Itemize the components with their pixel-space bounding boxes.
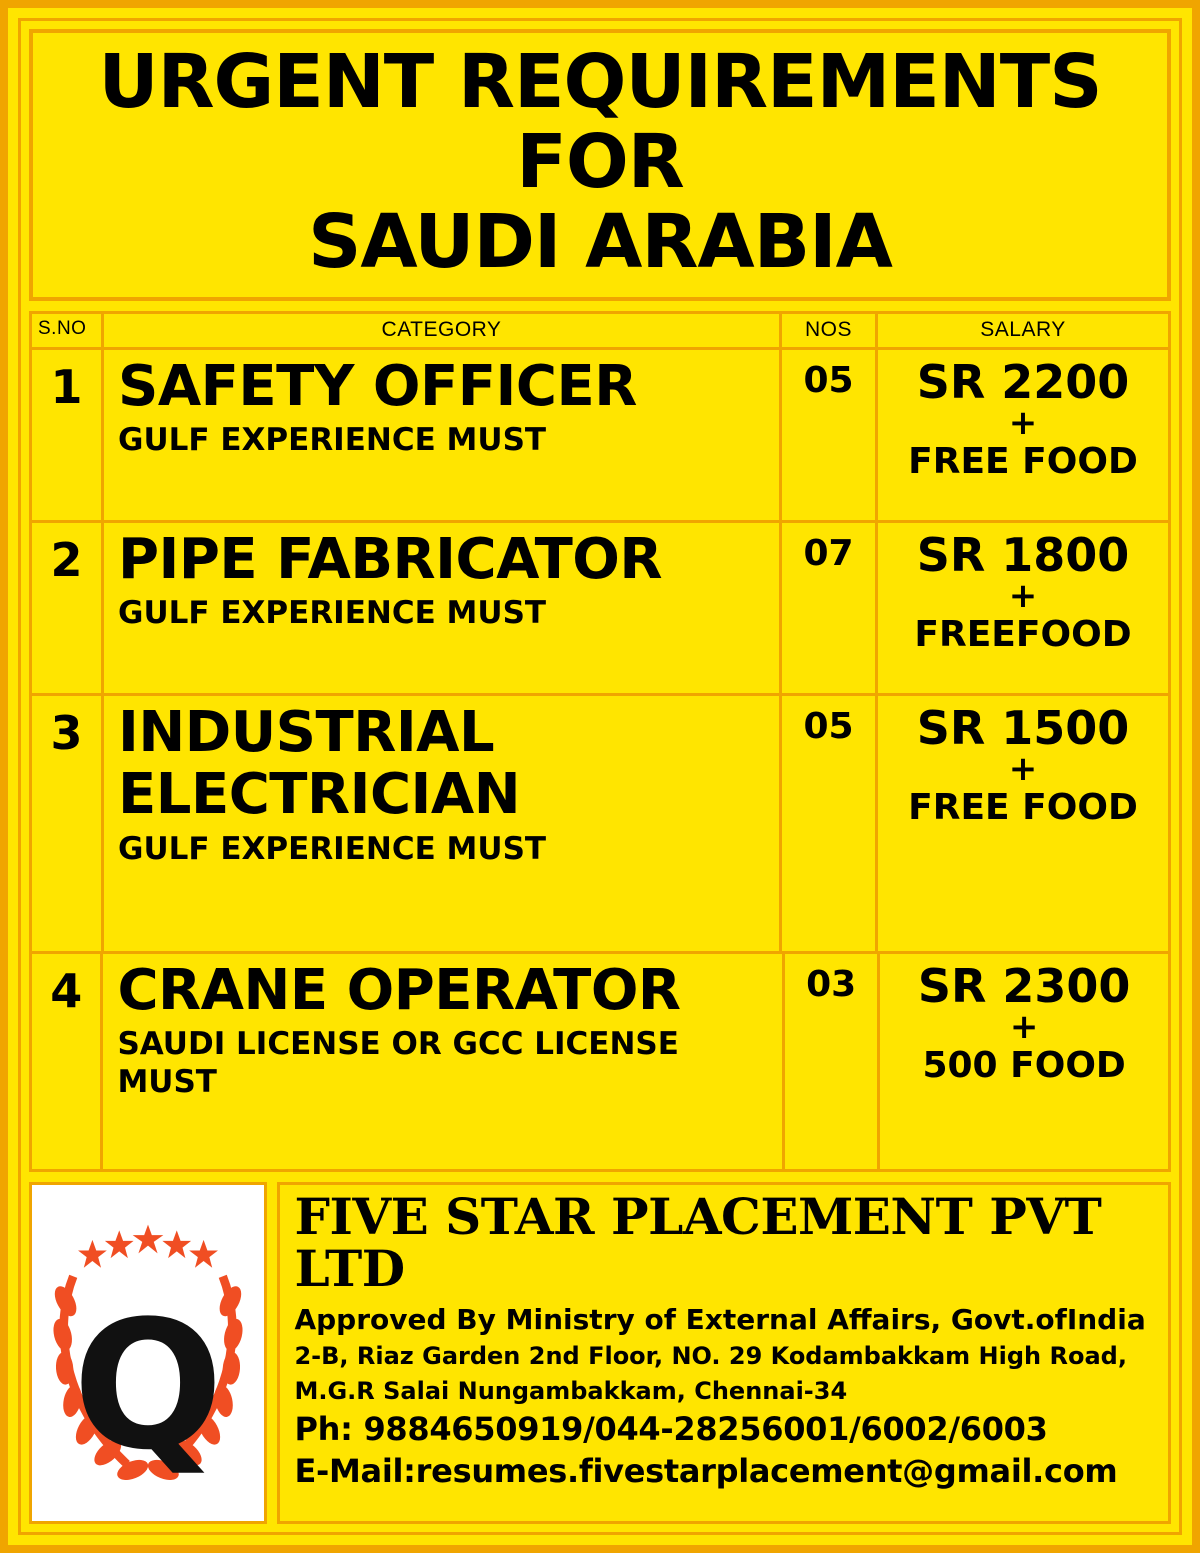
row-category-title: CRANE OPERATOR [117,957,681,1023]
poster-title [29,29,1171,301]
row-category-note: GULF EXPERIENCE MUST [118,422,547,459]
row-salary [878,350,1168,520]
row-sno: 3 [32,696,104,951]
company-name: FIVE STAR PLACEMENT PVT LTD [294,1186,1102,1299]
row-nos: 07 [782,523,878,693]
row-nos: 05 [782,696,878,951]
row-sno: 2 [32,523,104,693]
header-category: CATEGORY [104,314,782,347]
row-salary-amount: SR 1500 [916,700,1130,755]
table-row [32,696,1168,954]
header-salary: SALARY [980,317,1066,341]
row-category-title: INDUSTRIAL ELECTRICIAN [118,699,521,828]
company-email[interactable]: E-Mail:resumes.fivestarplacement@gmail.com [294,1451,1118,1490]
row-salary [878,696,1168,951]
company-logo-box [29,1182,267,1524]
row-category-note: SAUDI LICENSE OR GCC LICENSE MUST [117,1026,679,1100]
row-salary-plus: + [1008,749,1038,790]
title-line-2: SAUDI ARABIA [308,198,892,285]
company-address-line-1: 2-B, Riaz Garden 2nd Floor, NO. 29 Kodambakkam High Road, [294,1341,1127,1370]
table-header-row [32,314,1168,350]
row-category [104,696,782,951]
table-row [32,954,1168,1169]
title-line-1: URGENT REQUIREMENTS FOR [98,39,1102,205]
table-row [32,350,1168,523]
company-details [277,1182,1171,1524]
five-star-laurel-logo-icon [33,1208,263,1498]
header-sno: S.NO [32,314,104,347]
row-category [104,523,782,693]
svg-text:Q: Q [72,1281,224,1489]
footer-section [29,1182,1171,1524]
row-salary-extra: FREE FOOD [908,440,1138,482]
row-salary-plus: + [1008,576,1038,617]
row-sno: 4 [32,954,103,1169]
row-salary [880,954,1168,1169]
company-address-line-2: M.G.R Salai Nungambakkam, Chennai-34 [294,1376,848,1405]
company-approval: Approved By Ministry of External Affairs, Govt.ofIndia [294,1302,1146,1336]
row-category-note: GULF EXPERIENCE MUST [118,595,547,632]
row-nos: 05 [782,350,878,520]
requirements-table [29,311,1171,1172]
row-salary-plus: + [1009,1007,1039,1048]
poster-inner-frame [18,18,1182,1535]
row-salary-plus: + [1008,403,1038,444]
row-salary-extra: FREEFOOD [914,613,1132,655]
row-nos: 03 [785,954,880,1169]
company-phone[interactable]: Ph: 9884650919/044-28256001/6002/6003 [294,1410,1048,1449]
row-category-note: GULF EXPERIENCE MUST [118,831,547,868]
row-category [104,350,782,520]
row-salary-extra: 500 FOOD [922,1044,1126,1086]
row-salary-amount: SR 2200 [916,354,1130,409]
row-category-title: SAFETY OFFICER [118,353,637,419]
row-salary-extra: FREE FOOD [908,786,1138,828]
row-salary-amount: SR 2300 [917,958,1131,1013]
header-nos: NOS [782,314,878,347]
row-salary-amount: SR 1800 [916,527,1130,582]
table-row [32,523,1168,696]
row-category [103,954,785,1169]
row-salary [878,523,1168,693]
row-category-title: PIPE FABRICATOR [118,526,662,592]
row-sno: 1 [32,350,104,520]
